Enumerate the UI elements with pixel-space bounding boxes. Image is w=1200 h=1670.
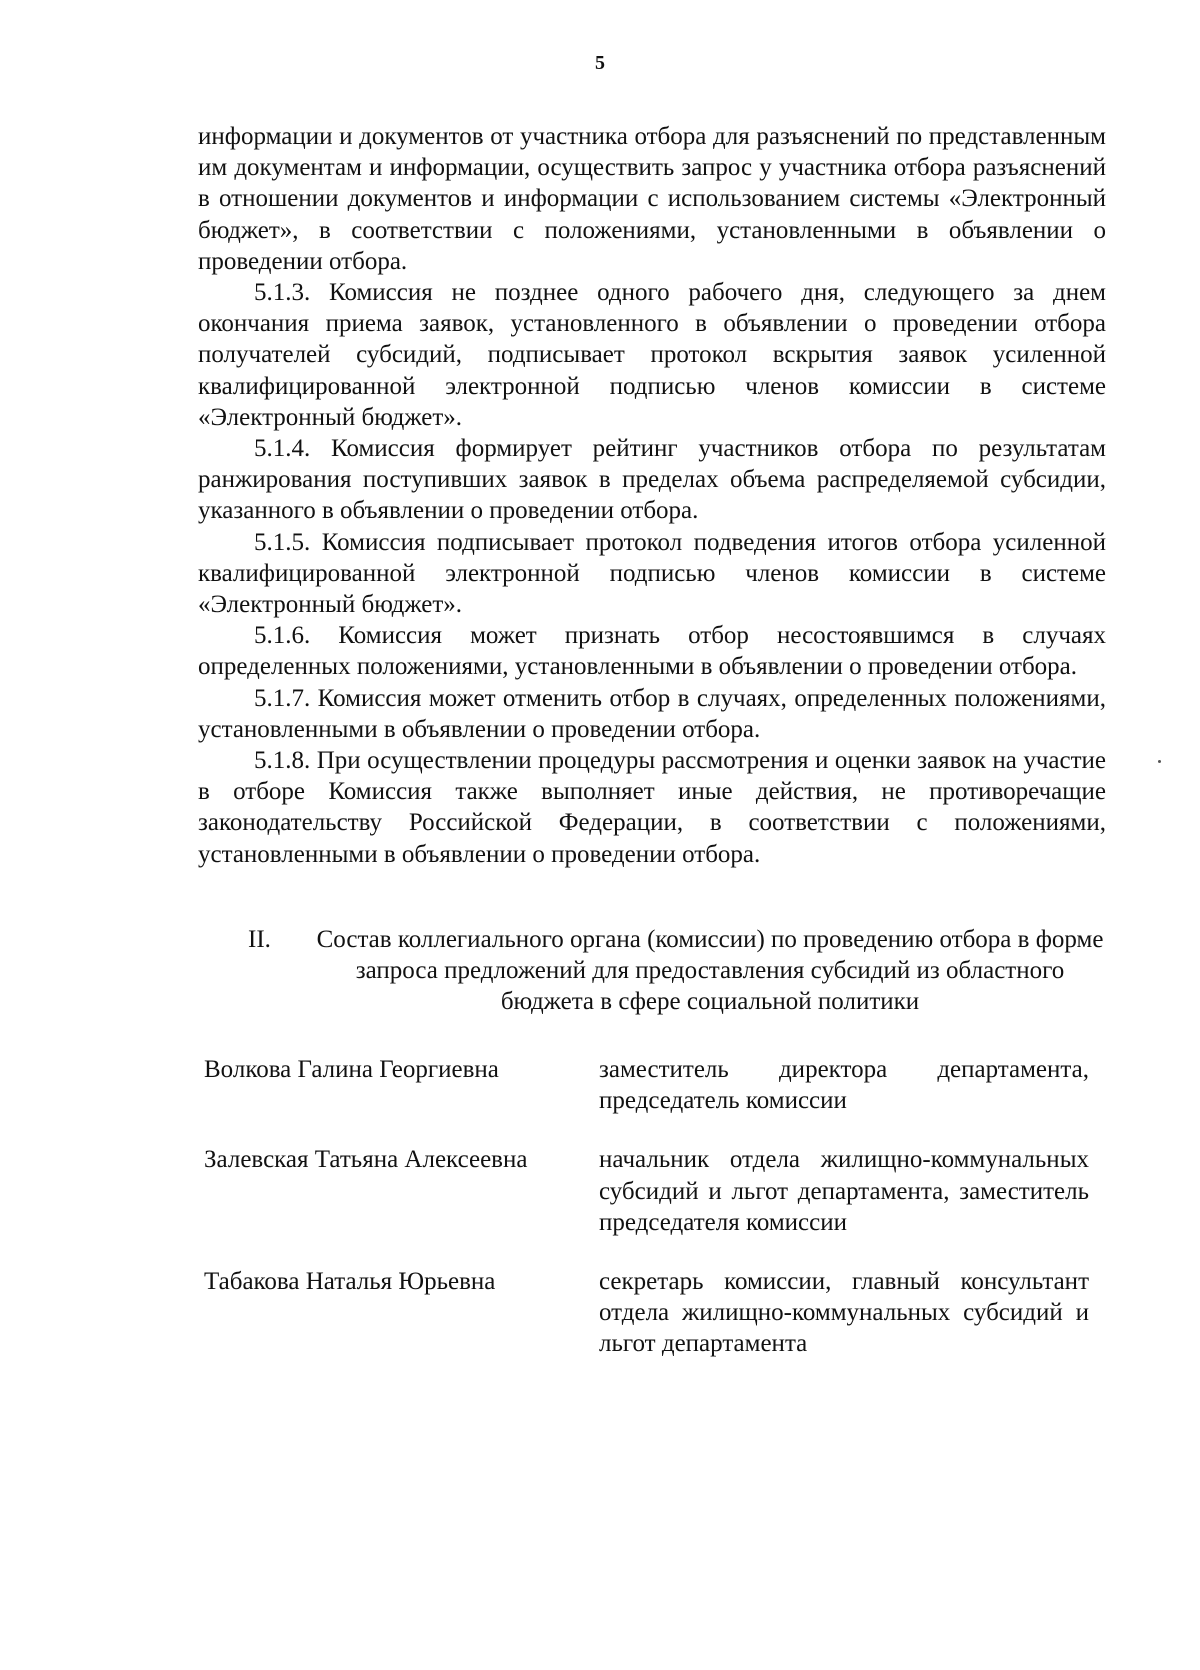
member-name: Залевская Татьяна Алексеевна [204, 1146, 528, 1174]
section-title: Состав коллегиального органа (комиссии) по проведению отбора в форме запроса предложений для предоставления субсидий из областного бюджета в сфере социальной политики [316, 926, 1104, 1016]
member-role: секретарь комиссии, главный консультант отдела жилищно-коммунальных субсидий и льгот департамента [599, 1268, 1089, 1358]
scan-speck [1158, 760, 1161, 763]
paragraph-5-1-3: 5.1.3. Комиссия не позднее одного рабочего дня, следующего за днем окончания приема заявок, установленного в объявлении о проведении отбора получателей субсидий, подписывает протокол вскрытия заявок усиленной квалифицированной электронной подписью членов комиссии в системе «Электронный бюджет». [198, 279, 1106, 431]
section-numeral: II. [248, 926, 271, 953]
paragraph-5-1-6: 5.1.6. Комиссия может признать отбор несостоявшимся в случаях определенных положениями, установленными в объявлении о проведении отбора. [198, 622, 1106, 681]
member-row [204, 1266, 1108, 1360]
paragraph-5-1-4: 5.1.4. Комиссия формирует рейтинг участников отбора по результатам ранжирования поступивших заявок в пределах объема распределяемой субсидии, указанного в объявлении о проведении отбора. [198, 435, 1106, 525]
member-row [204, 1054, 1108, 1116]
member-row [204, 1144, 1108, 1238]
paragraph-continuation: информации и документов от участника отбора для разъяснений по представленным им документам и информации, осуществить запрос у участника отбора разъяснений в отношении документов и информации с использованием системы «Электронный бюджет», в соответствии с положениями, установленными в объявлении о проведении отбора. [198, 123, 1106, 275]
member-role: заместитель директора департамента, председатель комиссии [599, 1056, 1089, 1115]
member-name: Табакова Наталья Юрьевна [204, 1268, 496, 1296]
member-role: начальник отдела жилищно-коммунальных субсидий и льгот департамента, заместитель председателя комиссии [599, 1146, 1089, 1236]
commission-members-list [204, 1054, 1108, 1388]
page-number: 5 [595, 52, 605, 74]
member-name: Волкова Галина Георгиевна [204, 1056, 499, 1083]
paragraph-5-1-8: 5.1.8. При осуществлении процедуры рассмотрения и оценки заявок на участие в отборе Комиссия также выполняет иные действия, не противоречащие законодательству Российской Федерации, в соответствии с положениями, установленными в объявлении о проведении отбора. [198, 747, 1106, 868]
paragraph-5-1-5: 5.1.5. Комиссия подписывает протокол подведения итогов отбора усиленной квалифицированной электронной подписью членов комиссии в системе «Электронный бюджет». [198, 528, 1106, 619]
paragraph-5-1-7: 5.1.7. Комиссия может отменить отбор в случаях, определенных положениями, установленными в объявлении о проведении отбора. [198, 684, 1106, 743]
body-text [198, 121, 1106, 870]
section-heading [240, 924, 1110, 1018]
